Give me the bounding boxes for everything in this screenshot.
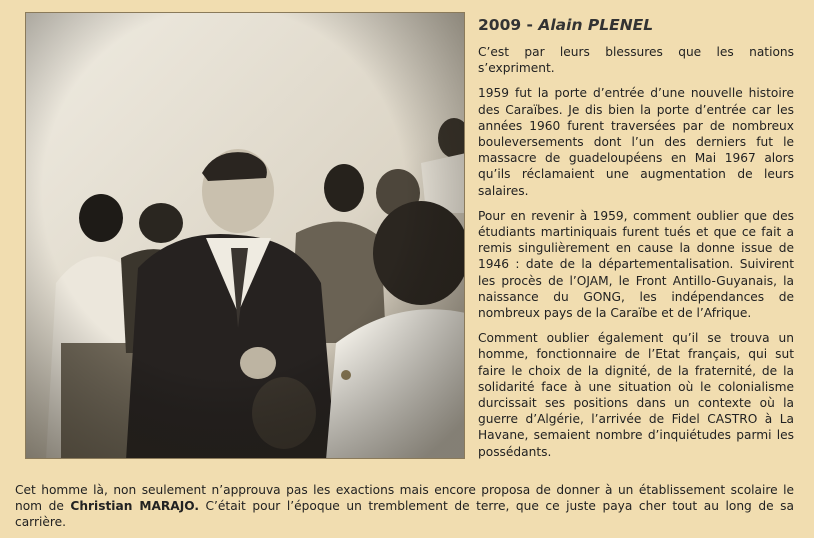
article-title (478, 14, 794, 36)
photo-illustration (26, 13, 465, 459)
paragraph-3: Pour en revenir à 1959, comment oublier que des étudiants martiniquais furent tués et que ce fait a remis singulièrement en cause la donne issue de 1946 : date de la départementalisation. Suivirent les procès de l’OJAM, le Front Antillo-Guyanais, la naissance du GONG, les indépendances de nombreux pays de la Caraïbe et de l’Afrique. (478, 208, 794, 321)
title-separator: - (521, 16, 539, 34)
honoree-name: Christian MARAJO. (70, 499, 199, 514)
paragraph-4: Comment oublier également qu’il se trouva un homme, fonctionnaire de l’Etat français, qui sut faire le choix de la dignité, de la fraternité, de la solidarité face à une situation où le colonialisme durcissait ses positions dans un contexte où la guerre d’Algérie, l’arrivée de Fidel CASTRO à La Havane, semaient nombre d’inquiétudes parmi les possédants. (478, 331, 794, 459)
article-author: Alain PLENEL (538, 16, 654, 34)
archival-photo (25, 12, 465, 459)
paragraph-2: 1959 fut la porte d’entrée d’une nouvelle histoire des Caraïbes. Je dis bien la porte d’entrée car les années 1960 furent traversées par de nombreux bouleversements dont l’un des derniers fut le massacre de guadeloupéens en Mai 1967 alors qu’ils réclamaient une augmentation de leurs salaires. (478, 86, 794, 198)
article-year: 2009 (478, 16, 522, 34)
closing-text-before: Cet homme là, non seulement n’approuva pas les exactions mais encore proposa de donner à un établissement scolaire le nom de (15, 483, 794, 514)
article-column (478, 14, 794, 469)
closing-text-after: C’était pour l’époque un tremblement de terre, que ce juste paya cher tout au long de sa carrière. (15, 499, 794, 530)
paragraph-1: C’est par leurs blessures que les nations s’expriment. (478, 45, 794, 76)
closing-paragraph (15, 482, 794, 531)
